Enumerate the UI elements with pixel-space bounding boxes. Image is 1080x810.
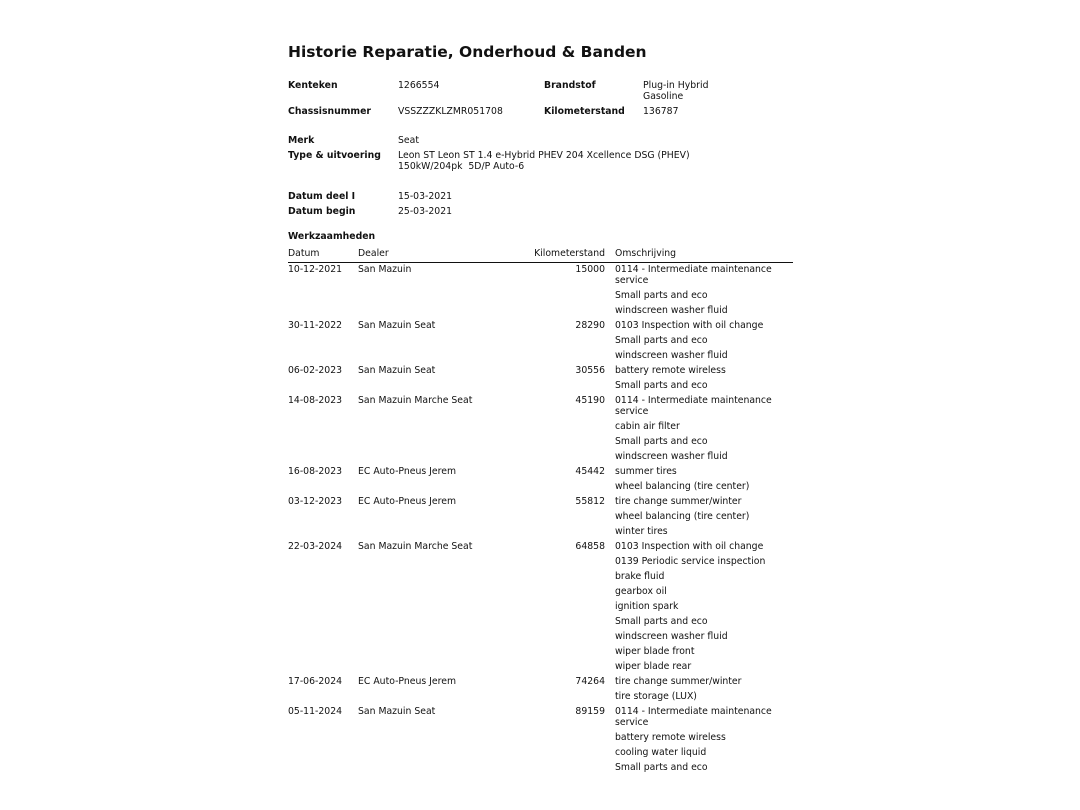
date-cell: 30-11-2022 [288,320,343,331]
omschrijving-item: 0139 Periodic service inspection [615,556,766,567]
dealer-cell: San Mazuin Seat [358,365,436,376]
kilometerstand-cell: 45190 [575,395,605,406]
type-label: Type & uitvoering [288,150,381,161]
dealer-cell: San Mazuin [358,264,412,275]
omschrijving-item: 0114 - Intermediate maintenance service [615,395,772,417]
datum-deel-value: 15-03-2021 [398,191,453,202]
omschrijving-item: battery remote wireless [615,732,726,743]
kilometerstand-cell: 30556 [575,365,605,376]
kilometerstand-cell: 28290 [575,320,605,331]
omschrijving-item: tire change summer/winter [615,496,742,507]
werkzaamheden-heading: Werkzaamheden [288,231,376,242]
kilometerstand-value: 136787 [643,106,679,117]
omschrijving-item: 0103 Inspection with oil change [615,541,764,552]
merk-label: Merk [288,135,315,146]
omschrijving-item: wheel balancing (tire center) [615,511,750,522]
date-cell: 14-08-2023 [288,395,343,406]
date-cell: 03-12-2023 [288,496,343,507]
omschrijving-item: gearbox oil [615,586,667,597]
table-row [288,495,793,540]
table-header [288,248,793,263]
merk-value: Seat [398,135,419,146]
kilometerstand-cell: 45442 [575,466,605,477]
kilometerstand-cell: 89159 [575,706,605,717]
dealer-cell: EC Auto-Pneus Jerem [358,466,457,477]
omschrijving-item: summer tires [615,466,677,477]
table-row [288,705,793,776]
table-row [288,675,793,705]
dealer-cell: EC Auto-Pneus Jerem [358,496,457,507]
table-row [288,364,793,394]
omschrijving-item: Small parts and eco [615,616,708,627]
werkzaamheden-table [288,263,793,776]
omschrijving-item: windscreen washer fluid [615,451,728,462]
omschrijving-item: Small parts and eco [615,380,708,391]
omschrijving-item: tire storage (LUX) [615,691,697,702]
omschrijving-item: Small parts and eco [615,290,708,301]
table-row [288,465,793,495]
omschrijving-item: winter tires [615,526,668,537]
omschrijving-cell [615,465,793,495]
dealer-cell: EC Auto-Pneus Jerem [358,676,457,687]
date-cell: 16-08-2023 [288,466,343,477]
omschrijving-item: Small parts and eco [615,335,708,346]
omschrijving-cell [615,495,793,540]
omschrijving-cell [615,364,793,394]
kenteken-label: Kenteken [288,80,338,91]
brandstof-value-line1: Plug-in Hybrid [643,80,709,91]
date-cell: 17-06-2024 [288,676,343,687]
dealer-cell: San Mazuin Marche Seat [358,541,473,552]
table-row [288,319,793,364]
type-value-line2: 150kW/204pk 5D/P Auto-6 [398,161,525,172]
column-header-dealer: Dealer [358,248,389,259]
table-row [288,263,793,319]
omschrijving-cell [615,540,793,675]
chassis-label: Chassisnummer [288,106,372,117]
omschrijving-item: windscreen washer fluid [615,305,728,316]
omschrijving-item: Small parts and eco [615,762,708,773]
omschrijving-cell [615,263,793,319]
date-cell: 06-02-2023 [288,365,343,376]
omschrijving-item: cabin air filter [615,421,680,432]
chassis-value: VSSZZZKLZMR051708 [398,106,503,117]
omschrijving-cell [615,705,793,776]
kilometerstand-cell: 55812 [575,496,605,507]
omschrijving-item: 0114 - Intermediate maintenance service [615,264,772,286]
omschrijving-item: 0103 Inspection with oil change [615,320,764,331]
type-value-line1: Leon ST Leon ST 1.4 e-Hybrid PHEV 204 Xcellence DSG (PHEV) [398,150,690,161]
datum-deel-label: Datum deel I [288,191,356,202]
omschrijving-item: wiper blade rear [615,661,692,672]
kilometerstand-cell: 15000 [575,264,605,275]
date-cell: 22-03-2024 [288,541,343,552]
column-header-datum: Datum [288,248,320,259]
omschrijving-item: windscreen washer fluid [615,350,728,361]
table-row [288,394,793,465]
omschrijving-item: tire change summer/winter [615,676,742,687]
omschrijving-item: ignition spark [615,601,679,612]
kilometerstand-cell: 74264 [575,676,605,687]
omschrijving-item: Small parts and eco [615,436,708,447]
omschrijving-item: wheel balancing (tire center) [615,481,750,492]
omschrijving-item: brake fluid [615,571,665,582]
dealer-cell: San Mazuin Seat [358,706,436,717]
date-cell: 10-12-2021 [288,264,343,275]
omschrijving-cell [615,675,793,705]
brandstof-label: Brandstof [544,80,596,91]
kilometerstand-cell: 64858 [575,541,605,552]
table-row [288,540,793,675]
dealer-cell: San Mazuin Seat [358,320,436,331]
datum-begin-value: 25-03-2021 [398,206,453,217]
date-cell: 05-11-2024 [288,706,343,717]
omschrijving-item: battery remote wireless [615,365,726,376]
omschrijving-item: wiper blade front [615,646,695,657]
dealer-cell: San Mazuin Marche Seat [358,395,473,406]
kilometerstand-label: Kilometerstand [544,106,625,117]
omschrijving-cell [615,319,793,364]
kenteken-value: 1266554 [398,80,440,91]
omschrijving-item: cooling water liquid [615,747,707,758]
page-title: Historie Reparatie, Onderhoud & Banden [288,43,647,61]
omschrijving-item: 0114 - Intermediate maintenance service [615,706,772,728]
column-header-kilometerstand: Kilometerstand [534,248,605,259]
column-header-omschrijving: Omschrijving [615,248,677,259]
datum-begin-label: Datum begin [288,206,356,217]
omschrijving-cell [615,394,793,465]
omschrijving-item: windscreen washer fluid [615,631,728,642]
brandstof-value-line2: Gasoline [643,91,684,102]
